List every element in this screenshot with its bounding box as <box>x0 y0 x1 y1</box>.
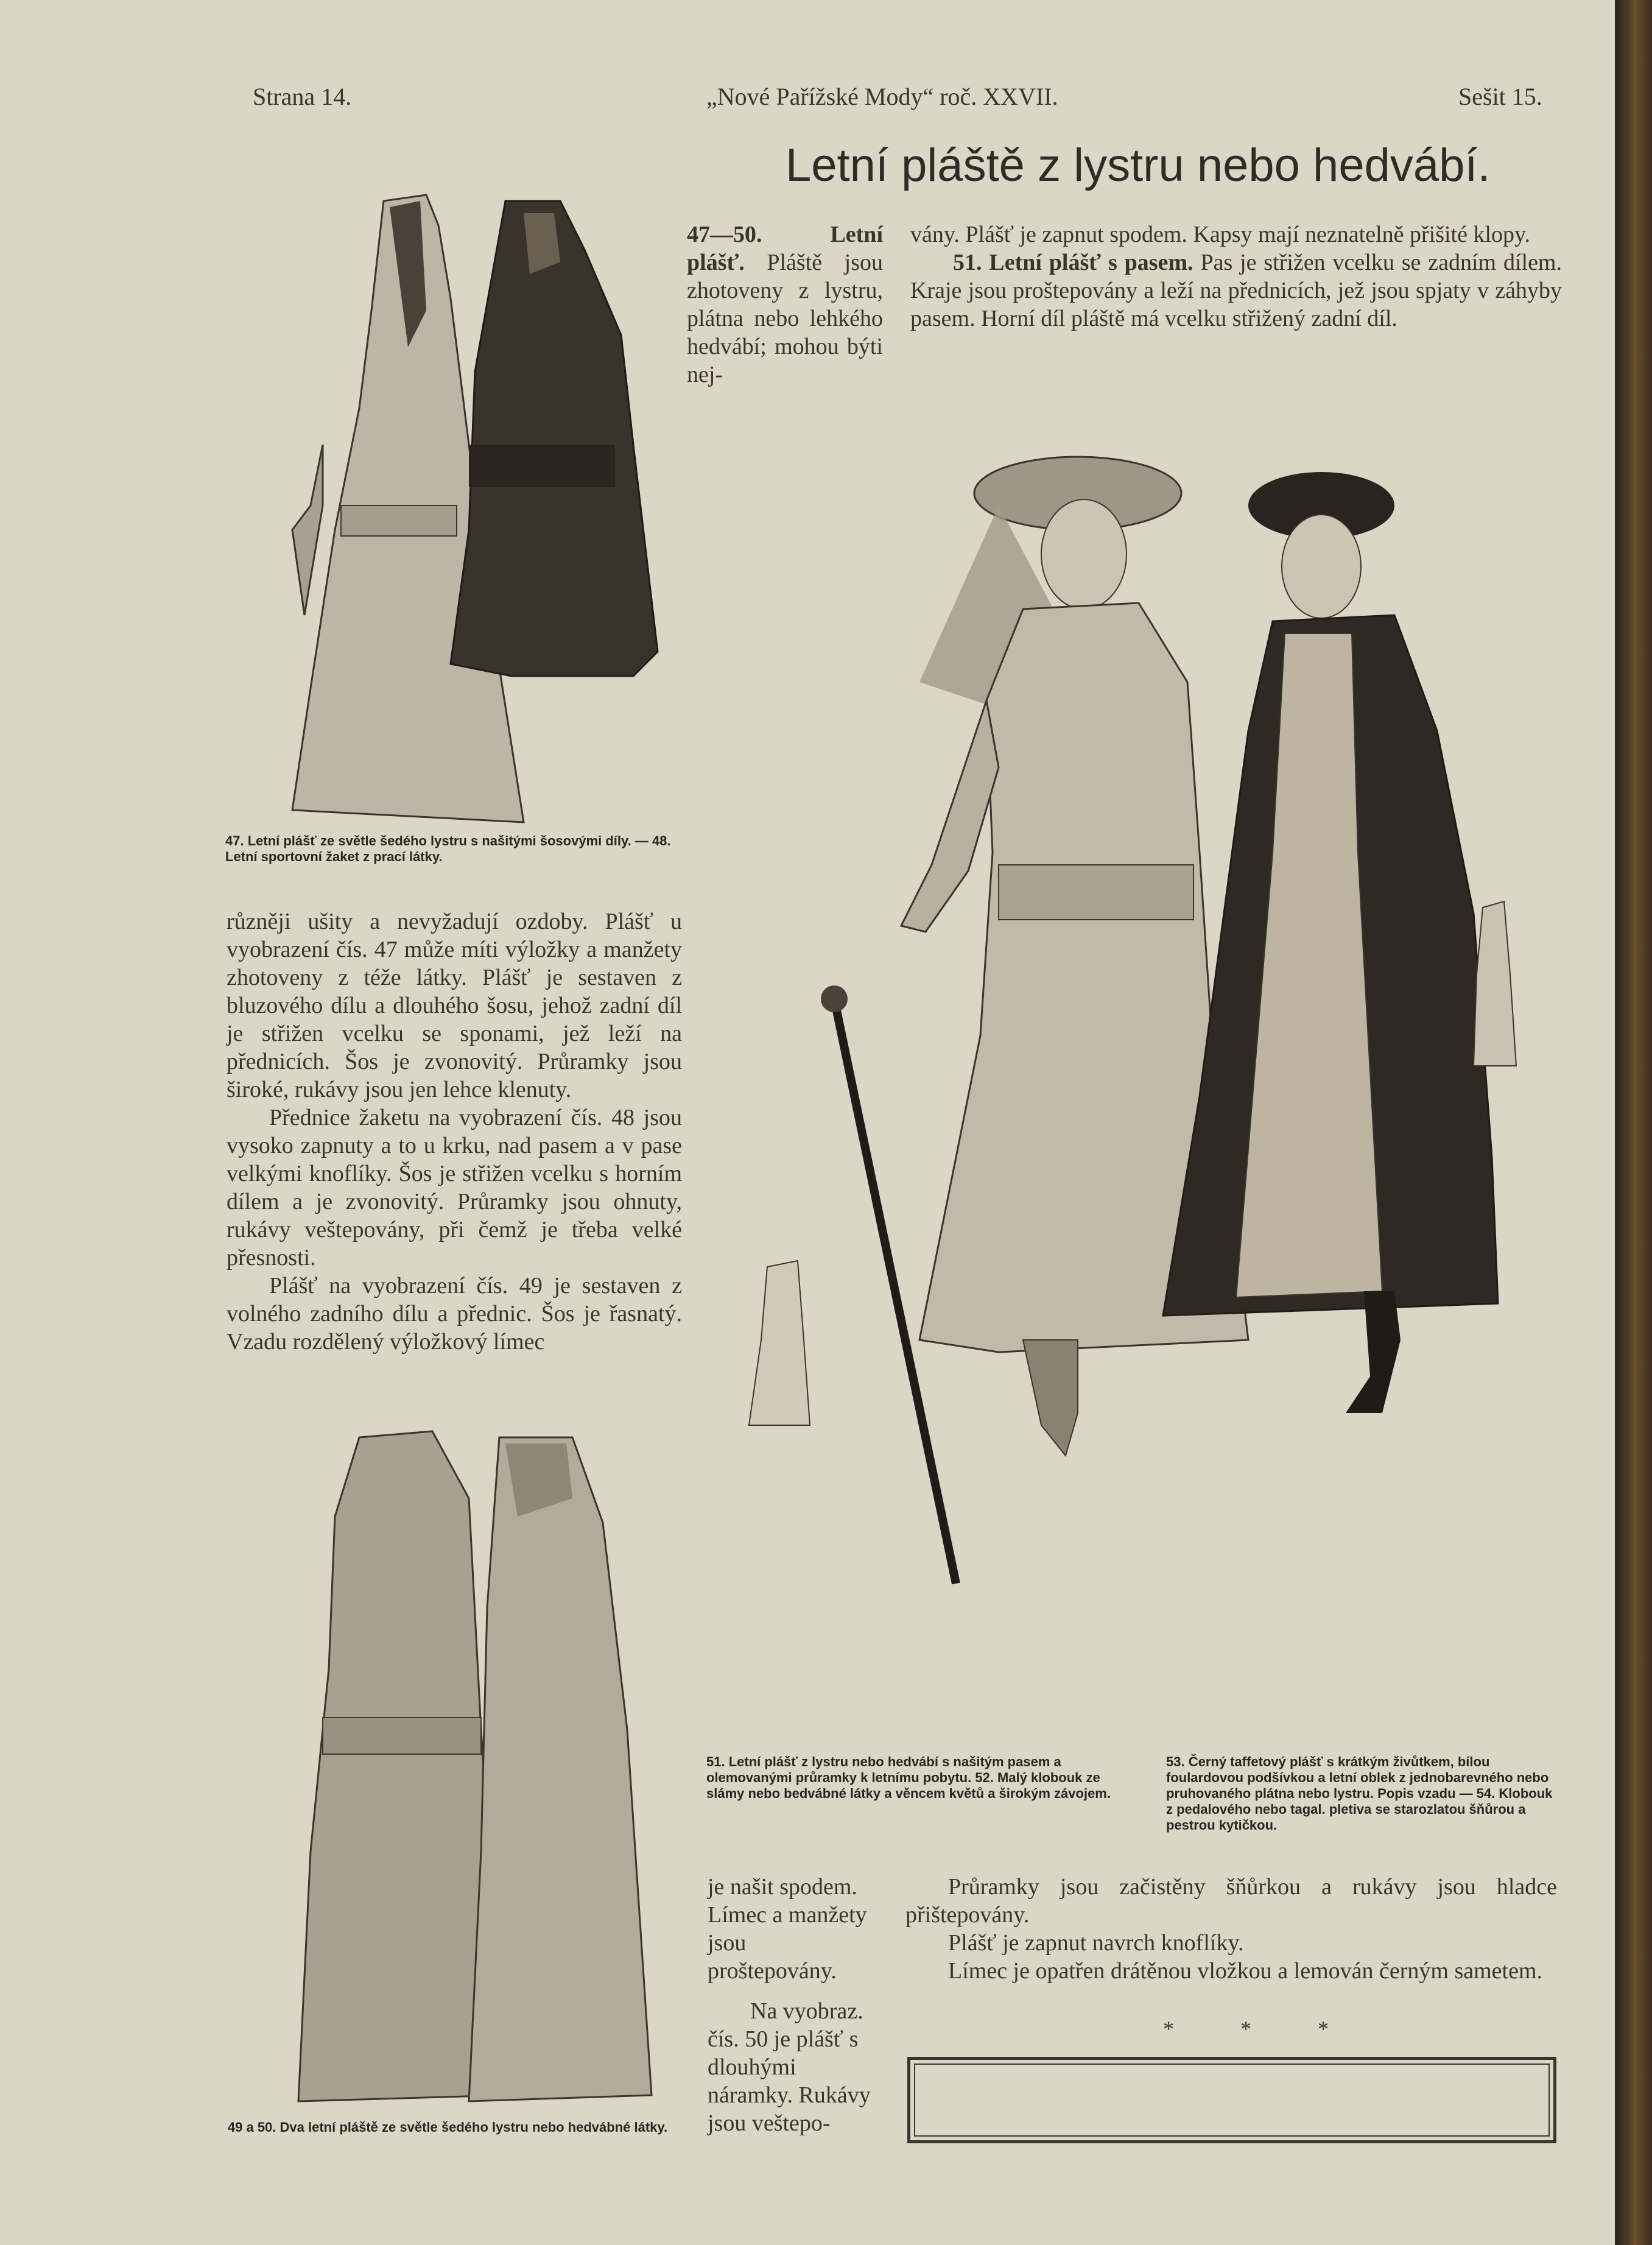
intro-right-column <box>910 220 1562 333</box>
bottom-right-p1: Průramky jsou začistěny šňůrkou a rukávy jsou hladce přištepovány. <box>905 1874 1557 1928</box>
bottom-narrow-column <box>708 1873 878 2137</box>
caption-49-50: 49 a 50. Dva letní pláště ze světle šedého lystru nebo hedvábné látky. <box>227 2120 668 2135</box>
description-p3: Plášť na vyobrazení čís. 49 je sestaven z volného zadního dílu a přednic. Šos je řasnatý. Vzadu rozdělený výložkový límec <box>227 1273 682 1355</box>
description-p2: Přednice žaketu na vyobrazení čís. 48 jsou vysoko zapnuty a to u krku, nad pasem a v pase velkými knoflíky. Šos je střižen vcelku s horním dílem a je zvonovitý. Průramky jsou ohnuty, rukávy veštepovány, při čemž je třeba velké přesnosti. <box>227 1105 682 1271</box>
intro-column <box>687 220 883 389</box>
bottom-right-column <box>905 1873 1557 1985</box>
fig51-text: Pas je střižen vcelku se zadním dílem. Kraje jsou proštepovány a leží na přednicích, jež jsou spjaty v záhyby pasem. Horní díl pláště má vcelku střižený zadní díl. <box>910 250 1562 331</box>
caption-53-54: 53. Černý taffetový plášť s krátkým živůtkem, bílou foulardovou podšívkou a letní oblek z jednobarevného nebo pruhovaného plátna nebo lystru. Popis vzadu — 54. Klobouk z pedalového nebo tagal. pletiva se starozlatou šňůrou a pestrou kytičkou. <box>1166 1754 1553 1833</box>
article-title: Letní pláště z lystru nebo hedvábí. <box>786 139 1491 191</box>
bottom-right-p2: Plášť je zapnut navrch knoflíky. <box>948 1930 1244 1956</box>
illustration-coats-47-48 <box>268 189 682 828</box>
intro-lead: 47—50. Letní plášť. <box>687 222 883 275</box>
caption-47-48: 47. Letní plášť ze světle šedého lystru s našitými šosovými díly. — 48. Letní sportovní žaket z prací látky. <box>225 833 671 864</box>
illustration-women-51-54 <box>737 426 1577 1699</box>
page-number: Strana 14. <box>253 83 352 110</box>
bottom-narrow-p2: Na vyobraz. čís. 50 je plášť s dlouhými náramky. Rukávy jsou veštepo- <box>708 1998 871 2136</box>
issue-number: Sešit 15. <box>1458 83 1542 110</box>
empty-frame-box <box>907 2057 1556 2143</box>
caption-51-52: 51. Letní plášť z lystru nebo hedvábí s našitým pasem a olemovanými průramky k letnímu pobytu. 52. Malý klobouk ze slámy nebo bedvábné látky a věncem květů a širokým závojem. <box>706 1754 1111 1801</box>
bottom-right-p3: Límec je opatřen drátěnou vložkou a lemován černým sametem. <box>948 1958 1543 1984</box>
section-divider-stars: * * * <box>1163 2017 1359 2041</box>
description-column <box>227 908 682 1356</box>
fig51-lead: 51. Letní plášť s pasem. <box>953 250 1193 275</box>
intro-right-p1: vány. Plášť je zapnut spodem. Kapsy mají neznatelně přišité klopy. <box>910 222 1531 247</box>
bottom-narrow-p1: je našit spodem. Límec a manžety jsou proštepovány. <box>708 1874 867 1984</box>
magazine-title: „Nové Pařížské Mody“ roč. XXVII. <box>706 83 1058 110</box>
illustration-coats-49-50 <box>286 1425 676 2113</box>
intro-text: Pláště jsou zhotoveny z lystru, plátna nebo lehkého hedvábí; mohou býti nej- <box>687 250 883 387</box>
binding-edge <box>1615 0 1652 2245</box>
description-p1: různěji ušity a nevyžadují ozdoby. Plášť u vyobrazení čís. 47 může míti výložky a manžety zhotoveny z téže látky. Plášť je sestaven z bluzového dílu a dlouhého šosu, jehož zadní díl je střižen vcelku se sponami, jež leží na přednicích. Šos je zvonovitý. Průramky jsou široké, rukávy jsou jen lehce klenuty. <box>227 909 682 1102</box>
